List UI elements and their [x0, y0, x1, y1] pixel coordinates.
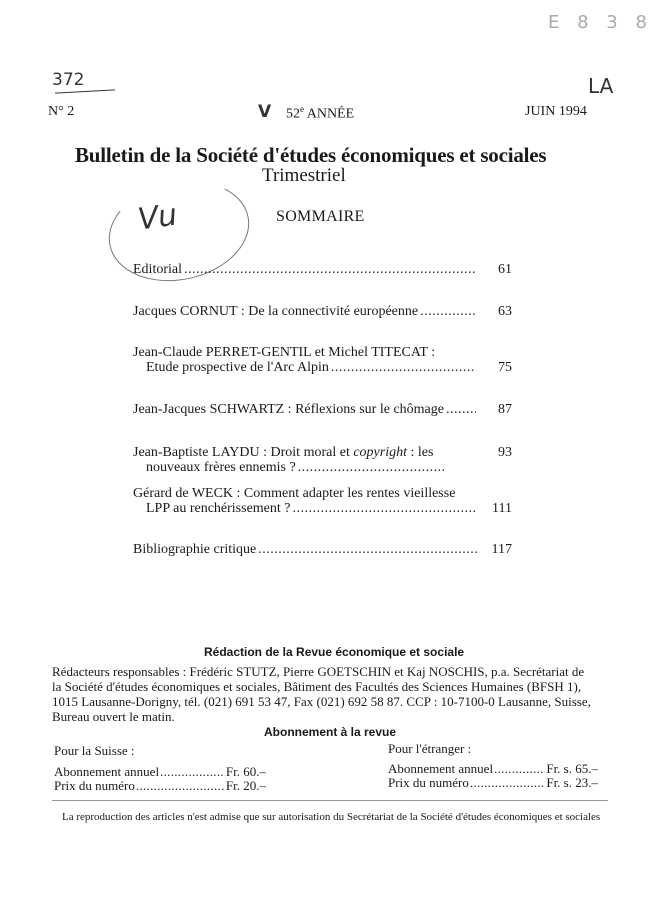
price-value: Fr. 60.– [225, 764, 266, 779]
toc-entry [133, 542, 479, 558]
year-sup: e [300, 104, 304, 114]
issue-date: JUIN 1994 [525, 104, 587, 119]
year [286, 104, 354, 123]
redaction-text [52, 664, 612, 724]
suisse-numero [54, 778, 266, 794]
toc-title: Jacques CORNUT : De la connectivité européenne [133, 304, 419, 319]
abonnement-heading: Abonnement à la revue [264, 725, 397, 739]
toc-entry [133, 402, 478, 418]
redaction-line: la Société d'études économiques et sociales, Bâtiment des Facultés des Sciences Humaines (BFSH 1), [52, 679, 582, 694]
toc-page: 117 [491, 542, 512, 557]
toc-page: 61 [498, 262, 512, 277]
toc-entry [133, 304, 478, 320]
toc-title-part: Jean-Baptiste LAYDU : Droit moral et [133, 445, 354, 460]
price-label: Prix du numéro [54, 778, 135, 793]
price-label: Abonnement annuel [388, 761, 494, 776]
toc-title: Bibliographie critique [133, 542, 257, 557]
toc-title: Jean-Jacques SCHWARTZ : Réflexions sur le chômage [133, 402, 444, 417]
etranger-numero [388, 775, 598, 791]
stamp-number: E 8 3 8 [548, 12, 653, 33]
toc-entry [146, 460, 446, 476]
sommaire-heading: SOMMAIRE [276, 208, 365, 225]
toc-entry [146, 501, 479, 517]
redaction-line: 1015 Lausanne-Dorigny, tél. (021) 691 53 47, Fax (021) 692 58 87. CCP : 10-7100-0 Lausanne, Suisse, [52, 694, 591, 709]
toc-entry [146, 360, 478, 376]
handwritten-372: 372 [52, 70, 85, 90]
toc-title-cont: nouveaux frères ennemis ? [146, 460, 296, 475]
toc-title [133, 445, 433, 461]
handwritten-vu: Vu [135, 197, 180, 238]
etranger-label: Pour l'étranger : [388, 741, 472, 756]
toc-title-italic: copyright [353, 445, 407, 460]
toc-title: Gérard de WECK : Comment adapter les rentes vieillesse [133, 486, 456, 501]
toc-title-cont: LPP au renchérissement ? [146, 501, 291, 516]
year-word: ANNÉE [304, 106, 355, 122]
price-value: Fr. s. 65.– [546, 761, 598, 776]
price-value: Fr. s. 23.– [546, 775, 598, 790]
handwritten-la: LA [588, 74, 614, 98]
handwritten-underline [55, 89, 115, 93]
redaction-line: Bureau ouvert le matin. [52, 709, 175, 724]
price-label: Abonnement annuel [54, 764, 160, 779]
toc-page: 75 [498, 360, 512, 375]
subtitle: Trimestriel [262, 165, 346, 186]
toc-title: Jean-Claude PERRET-GENTIL et Michel TITECAT : [133, 345, 436, 360]
toc-title-part: : les [407, 445, 434, 460]
redaction-heading: Rédaction de la Revue économique et sociale [204, 645, 465, 659]
toc-title: Editorial [133, 262, 182, 277]
divider [52, 800, 608, 801]
redaction-line: Rédacteurs responsables : Frédéric STUTZ, Pierre GOETSCHIN et Kaj NOSCHIS, p.a. Secrétariat de [52, 664, 585, 679]
suisse-label: Pour la Suisse : [54, 743, 135, 758]
handwritten-check: V [258, 102, 272, 122]
toc-title-cont: Etude prospective de l'Arc Alpin [146, 360, 329, 375]
page-title: Bulletin de la Société d'études économiques et sociales [75, 143, 547, 167]
toc-page: 87 [498, 402, 512, 417]
price-label: Prix du numéro [388, 775, 469, 790]
toc-page: 63 [498, 304, 512, 319]
toc-entry [133, 262, 478, 278]
issue-number: N° 2 [48, 104, 75, 119]
price-value: Fr. 20.– [225, 778, 266, 793]
year-number: 52 [286, 106, 300, 122]
toc-page: 93 [498, 445, 512, 460]
toc-page: 111 [492, 501, 512, 516]
footer-note: La reproduction des articles n'est admise que sur autorisation du Secrétariat de la Société d'études économiques et sociales [62, 811, 601, 823]
